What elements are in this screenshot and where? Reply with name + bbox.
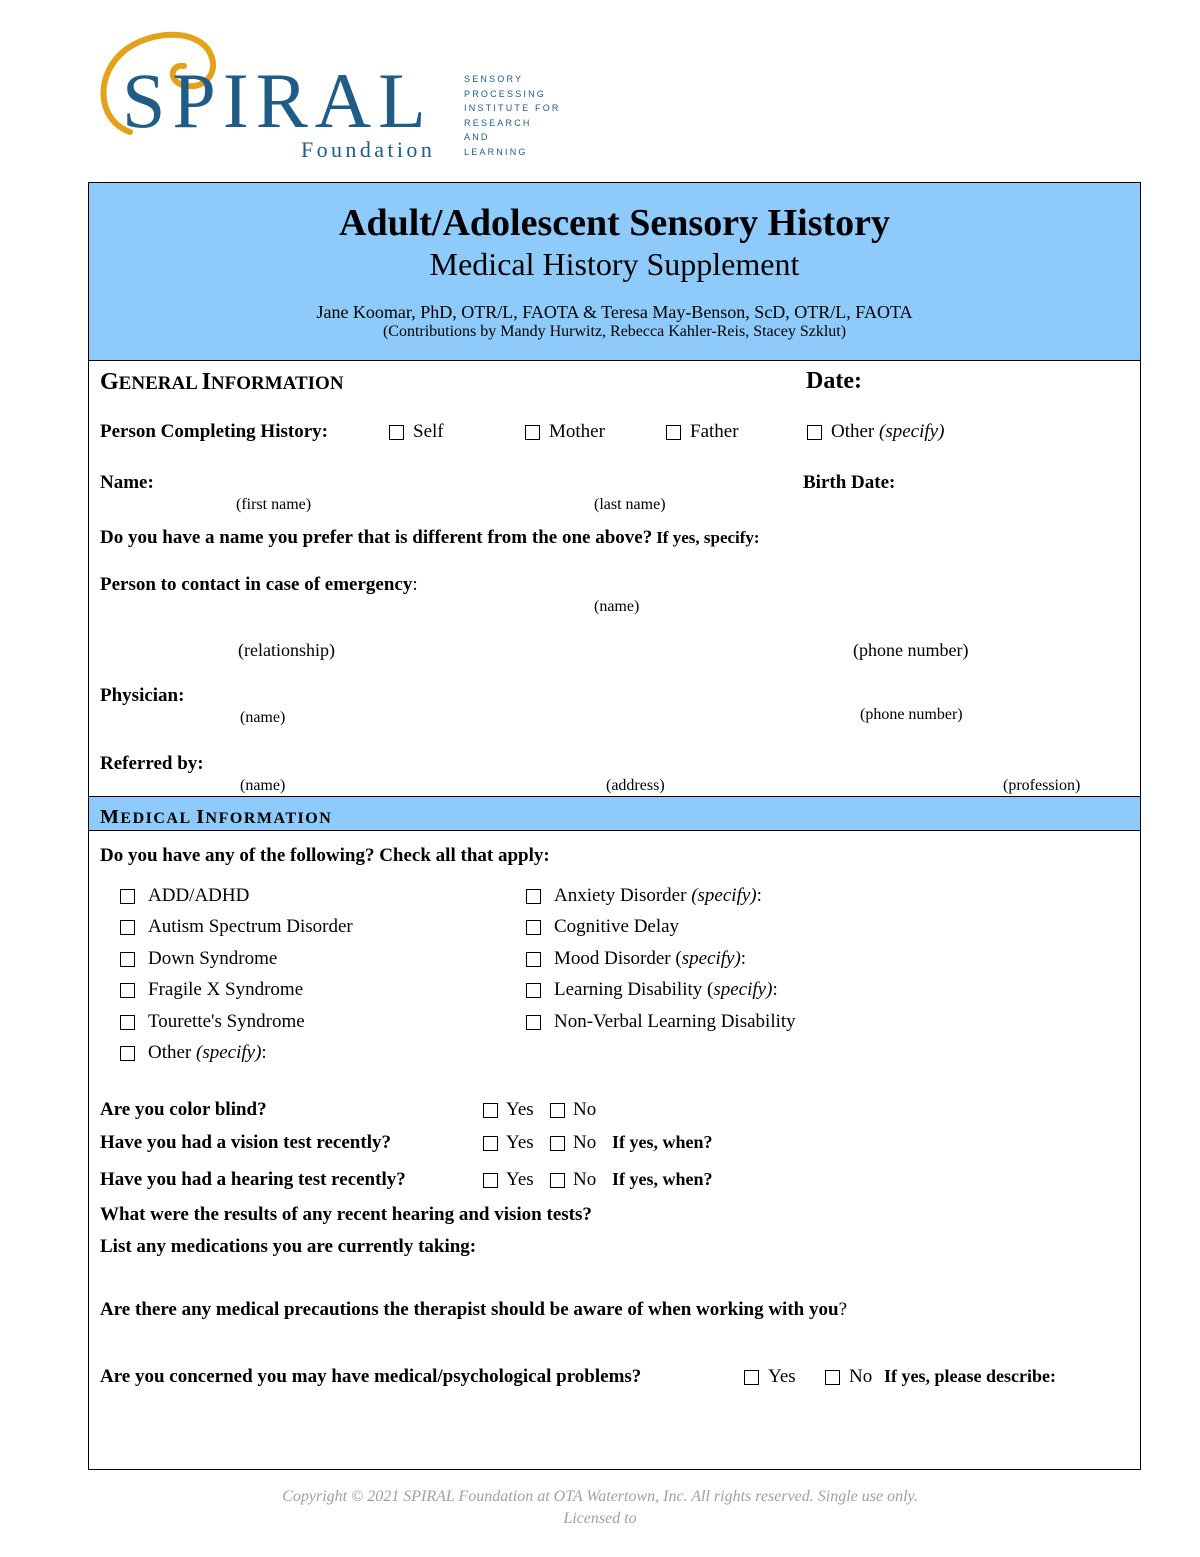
referred-by-label: Referred by: xyxy=(100,753,204,774)
hearing-no-checkbox[interactable] xyxy=(550,1173,565,1188)
add-adhd-checkbox[interactable] xyxy=(120,889,135,904)
form-subtitle: Medical History Supplement xyxy=(429,246,800,282)
form-authors: Jane Koomar, PhD, OTR/L, FAOTA & Teresa May-Benson, ScD, OTR/L, FAOTA xyxy=(316,302,913,322)
emergency-contact-label: Person to contact in case of emergency: xyxy=(100,574,418,595)
hearing-when-label: If yes, when? xyxy=(612,1169,713,1189)
add-adhd-label: ADD/ADHD xyxy=(148,885,250,906)
last-name-caption: (last name) xyxy=(594,496,666,513)
vision-no-checkbox[interactable] xyxy=(550,1136,565,1151)
learning-disability-checkbox[interactable] xyxy=(526,983,541,998)
birth-date-label: Birth Date: xyxy=(803,472,896,493)
vision-test-question: Have you had a vision test recently? xyxy=(100,1132,391,1153)
color-blind-yes-label: Yes xyxy=(506,1099,534,1120)
cognitive-delay-label: Cognitive Delay xyxy=(554,916,680,937)
logo-tagline-2: PROCESSING xyxy=(464,89,547,99)
fragile-x-label: Fragile X Syndrome xyxy=(148,979,304,1000)
down-syndrome-label: Down Syndrome xyxy=(148,948,278,969)
concerned-no-label: No xyxy=(849,1366,873,1387)
general-info-heading: GENERAL INFORMATION xyxy=(100,369,344,395)
logo-foundation: Foundation xyxy=(301,137,436,162)
self-option-label: Self xyxy=(413,421,444,442)
fragile-x-checkbox[interactable] xyxy=(120,983,135,998)
down-syndrome-checkbox[interactable] xyxy=(120,952,135,967)
logo-tagline-4: RESEARCH xyxy=(464,118,532,128)
physician-phone-caption: (phone number) xyxy=(860,706,963,723)
conditions-question: Do you have any of the following? Check all that apply: xyxy=(100,845,550,866)
date-label: Date: xyxy=(806,368,862,394)
emergency-name-caption: (name) xyxy=(594,598,640,615)
father-option-label: Father xyxy=(690,421,739,442)
person-completing-label: Person Completing History: xyxy=(100,421,328,442)
color-blind-yes-checkbox[interactable] xyxy=(483,1103,498,1118)
mother-option-label: Mother xyxy=(549,421,605,442)
physician-label: Physician: xyxy=(100,685,185,706)
physician-name-caption: (name) xyxy=(240,709,286,726)
vision-when-label: If yes, when? xyxy=(612,1132,713,1152)
autism-checkbox[interactable] xyxy=(120,920,135,935)
name-label: Name: xyxy=(100,472,154,493)
learning-disability-label: Learning Disability (specify): xyxy=(554,979,778,1000)
nvld-checkbox[interactable] xyxy=(526,1015,541,1030)
other-condition-label: Other (specify): xyxy=(148,1042,267,1063)
logo-tagline-3: INSTITUTE FOR xyxy=(464,103,561,113)
logo-tagline-1: SENSORY xyxy=(464,74,524,84)
vision-no-label: No xyxy=(573,1132,597,1153)
medical-info-heading: MEDICAL INFORMATION xyxy=(100,806,333,828)
color-blind-no-label: No xyxy=(573,1099,597,1120)
concerned-yes-checkbox[interactable] xyxy=(744,1370,759,1385)
mood-disorder-label: Mood Disorder (specify): xyxy=(554,948,747,969)
hearing-test-question: Have you had a hearing test recently? xyxy=(100,1169,406,1190)
other-condition-checkbox[interactable] xyxy=(120,1046,135,1061)
concerned-yes-label: Yes xyxy=(768,1366,796,1387)
concerned-question: Are you concerned you may have medical/psychological problems? xyxy=(100,1366,642,1387)
hearing-yes-checkbox[interactable] xyxy=(483,1173,498,1188)
concerned-no-checkbox[interactable] xyxy=(825,1370,840,1385)
anxiety-label: Anxiety Disorder (specify): xyxy=(554,885,762,906)
tourettes-checkbox[interactable] xyxy=(120,1015,135,1030)
licensed-to-footer: Licensed to xyxy=(563,1510,637,1527)
precautions-question: Are there any medical precautions the therapist should be aware of when working with you? xyxy=(100,1299,847,1320)
other-checkbox[interactable] xyxy=(807,425,822,440)
first-name-caption: (first name) xyxy=(236,496,312,513)
father-checkbox[interactable] xyxy=(666,425,681,440)
hearing-no-label: No xyxy=(573,1169,597,1190)
test-results-question: What were the results of any recent hearing and vision tests? xyxy=(100,1204,592,1225)
cognitive-delay-checkbox[interactable] xyxy=(526,920,541,935)
referred-address-caption: (address) xyxy=(606,777,665,794)
copyright-footer: Copyright © 2021 SPIRAL Foundation at OTA Watertown, Inc. All rights reserved. Single use only. xyxy=(282,1488,918,1505)
medications-question: List any medications you are currently taking: xyxy=(100,1236,477,1257)
hearing-yes-label: Yes xyxy=(506,1169,534,1190)
form-title: Adult/Adolescent Sensory History xyxy=(339,202,890,244)
vision-yes-label: Yes xyxy=(506,1132,534,1153)
logo-wordmark: SPIRAL xyxy=(122,57,433,144)
referred-name-caption: (name) xyxy=(240,777,286,794)
other-option-label: Other (specify) xyxy=(831,421,945,442)
mood-disorder-checkbox[interactable] xyxy=(526,952,541,967)
vision-yes-checkbox[interactable] xyxy=(483,1136,498,1151)
referred-profession-caption: (profession) xyxy=(1003,777,1081,794)
autism-label: Autism Spectrum Disorder xyxy=(148,916,353,937)
color-blind-no-checkbox[interactable] xyxy=(550,1103,565,1118)
nvld-label: Non-Verbal Learning Disability xyxy=(554,1011,796,1032)
logo-tagline-5: AND xyxy=(464,132,490,142)
logo-tagline-6: LEARNING xyxy=(464,147,528,157)
tourettes-label: Tourette's Syndrome xyxy=(148,1011,305,1032)
preferred-name-question: Do you have a name you prefer that is different from the one above? If yes, specify: xyxy=(100,527,760,548)
concerned-describe-label: If yes, please describe: xyxy=(884,1366,1056,1386)
emergency-relationship-caption: (relationship) xyxy=(238,640,335,660)
form-contributions: (Contributions by Mandy Hurwitz, Rebecca Kahler-Reis, Stacey Szklut) xyxy=(382,323,847,340)
color-blind-question: Are you color blind? xyxy=(100,1099,267,1120)
mother-checkbox[interactable] xyxy=(525,425,540,440)
anxiety-checkbox[interactable] xyxy=(526,889,541,904)
self-checkbox[interactable] xyxy=(389,425,404,440)
emergency-phone-caption: (phone number) xyxy=(853,640,969,660)
